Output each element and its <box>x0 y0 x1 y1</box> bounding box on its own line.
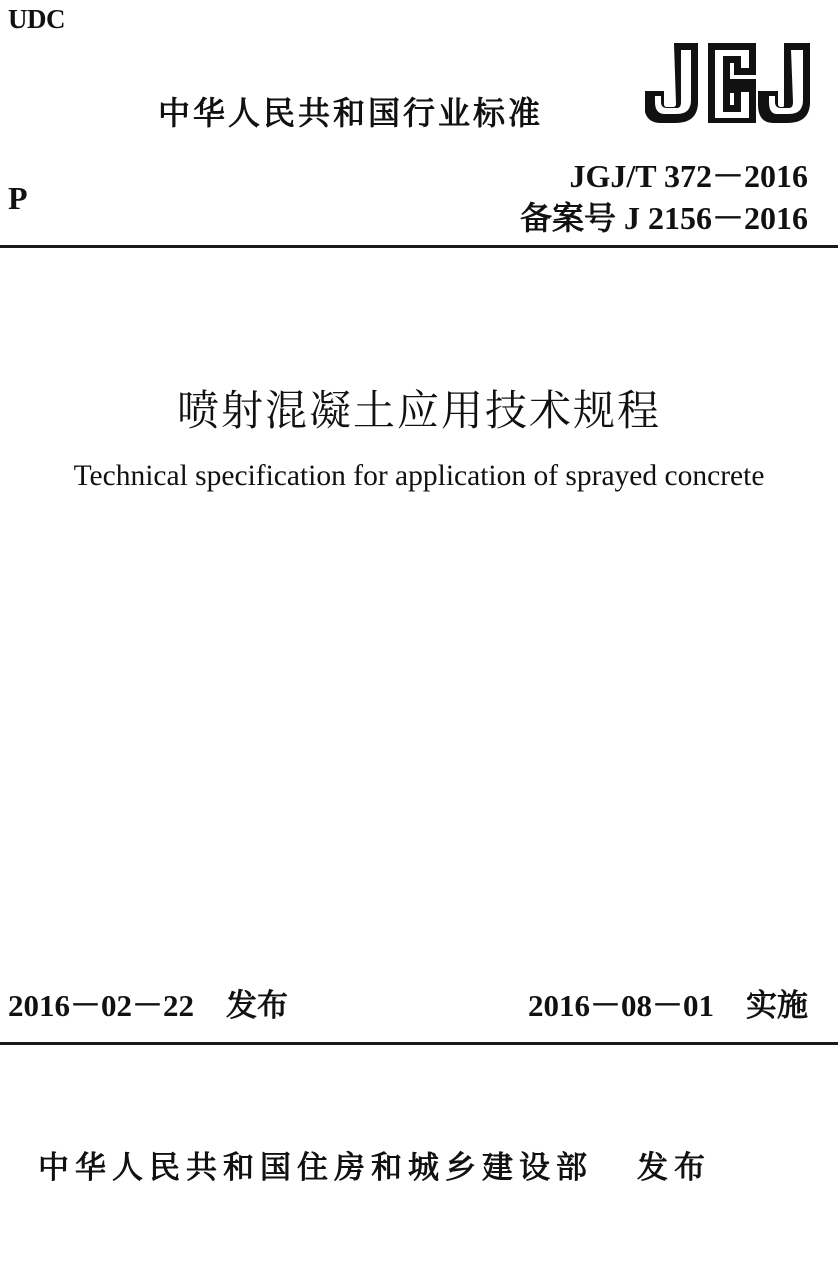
category-label: P <box>8 180 28 216</box>
jgj-logo <box>645 40 813 126</box>
bottom-divider <box>0 1042 838 1045</box>
issuer: 中华人民共和国住房和城乡建设部 <box>38 1150 593 1186</box>
publish-date-line <box>8 980 288 1025</box>
title-english: Technical specification for application of sprayed concrete <box>73 460 765 492</box>
effective-date: 2016－08－01 <box>528 988 714 1023</box>
record-number: 备案号 J 2156－2016 <box>519 200 808 236</box>
top-divider <box>0 245 838 248</box>
publish-label: 发布 <box>226 988 288 1024</box>
udc-label: UDC <box>8 4 65 34</box>
standard-number: JGJ/T 372－2016 <box>569 158 808 194</box>
title-chinese: 喷射混凝土应用技术规程 <box>176 386 661 435</box>
effective-date-line <box>528 980 808 1025</box>
issue-label: 发布 <box>637 1150 711 1186</box>
issuer-line <box>38 1142 711 1187</box>
industry-standard-heading: 中华人民共和国行业标准 <box>158 94 544 132</box>
effective-label: 实施 <box>746 988 808 1024</box>
publish-date: 2016－02－22 <box>8 988 194 1023</box>
